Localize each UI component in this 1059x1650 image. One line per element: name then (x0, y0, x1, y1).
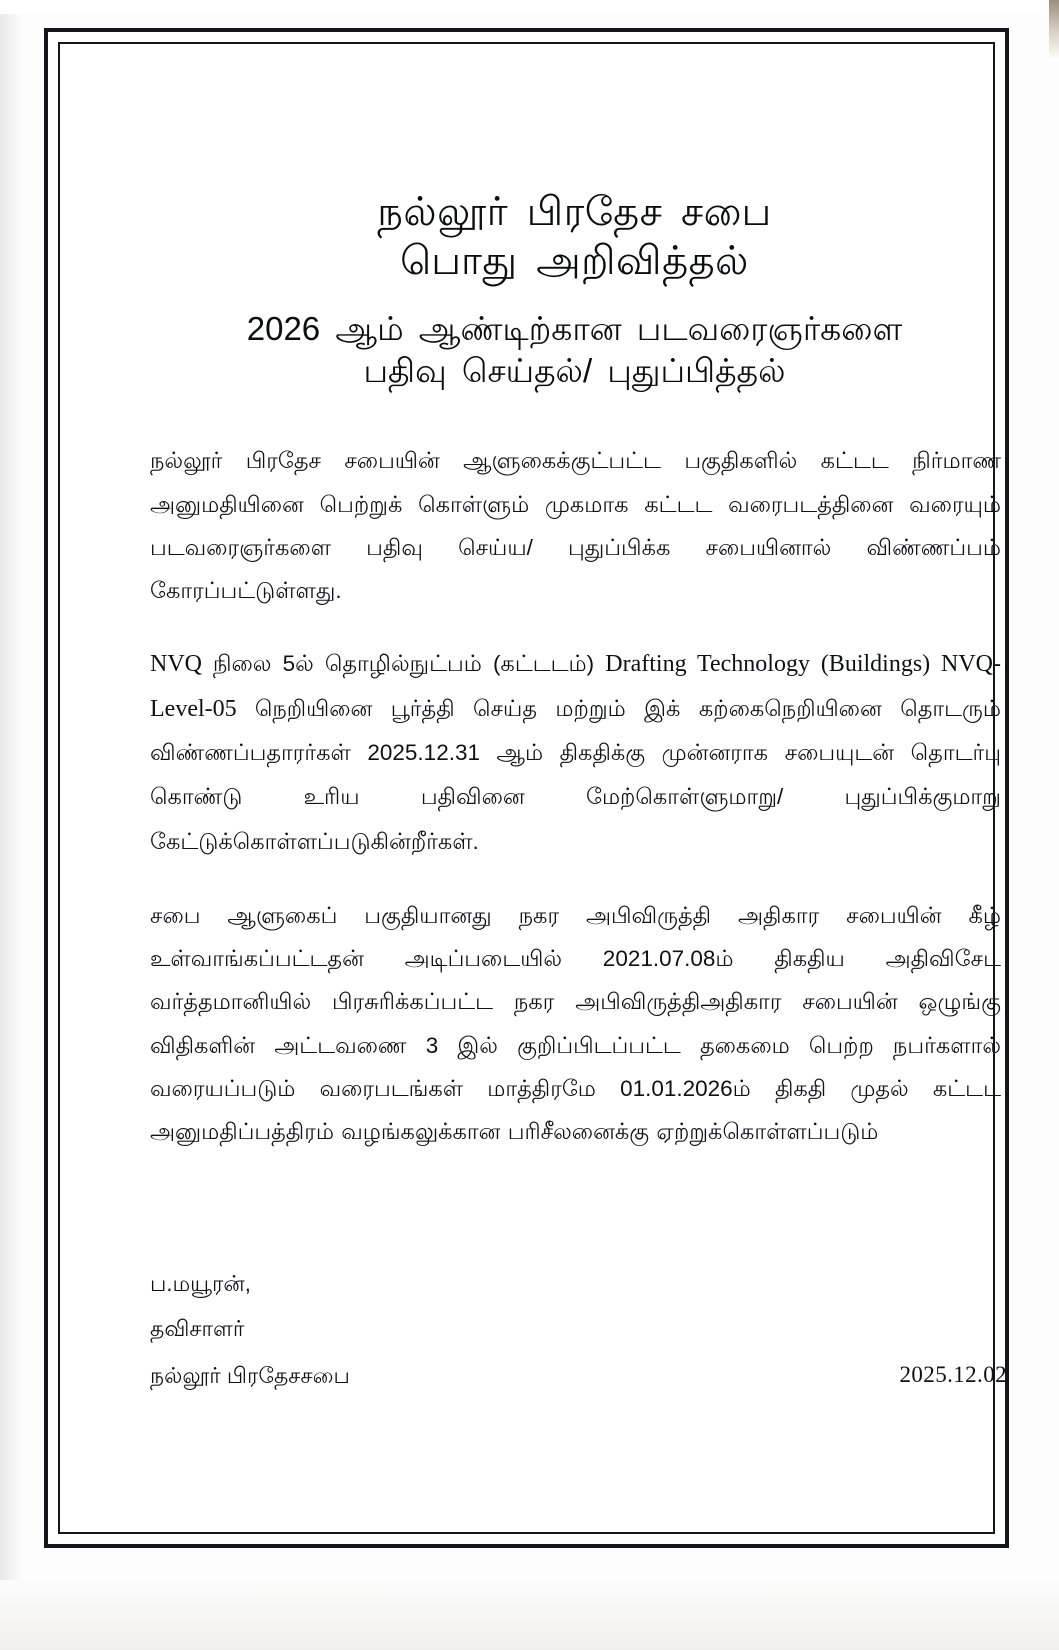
paragraph-2-tamil-2: நெறியினை பூர்த்தி செய்த மற்றும் இக் கற்கைநெறியினை தொடரும் விண்ணப்பதாரர்கள் 2025.12.31 ஆம் திகதிக்கு முன்னராக சபையுடன் தொடர்பு கொண்டு உரிய பதிவினை மேற்கொள்ளுமாறு/ புதுப்பிக்குமாறு கேட்டுக்கொள்ளப்படுகின்றீர்கள். (150, 695, 1001, 854)
notice-subject (142, 308, 1007, 394)
body-paragraph-2 (150, 642, 1001, 864)
subject-line-2: பதிவு செய்தல்/ புதுப்பித்தல் (363, 352, 786, 390)
notice-body (142, 439, 1007, 1153)
paragraph-2-tamil-1: நிலை 5ல் தொழில்நுட்பம் (கட்டடம்) (212, 651, 606, 677)
signatory-name: ப.மயூரன், (150, 1271, 251, 1297)
signature-block (142, 1261, 1007, 1398)
page-corner-artifact (1049, 0, 1059, 60)
notice-header (142, 188, 1007, 286)
paragraph-2-latin-1: NVQ (150, 651, 213, 678)
subject-line-1: 2026 ஆம் ஆண்டிற்கான படவரைஞர்களை (246, 309, 903, 347)
notice-date: 2025.12.02 (899, 1362, 1007, 1388)
page-left-shadow (0, 0, 22, 1650)
notice-border-outer (44, 28, 1009, 1548)
organisation-title-line-1: நல்லூர் பிரதேச சபை (377, 190, 772, 234)
body-paragraph-3: சபை ஆளுகைப் பகுதியானது நகர அபிவிருத்தி அதிகார சபையின் கீழ் உள்வாங்கப்பட்டதன் அடிப்படையில் 2021.07.08ம் திகதிய அதிவிசேட வர்த்தமானியில் பிரசுரிக்கப்பட்ட நகர அபிவிருத்திஅதிகார சபையின் ஒழுங்கு விதிகளின் அட்டவணை 3 இல் குறிப்பிடப்பட்ட தகைமை பெற்ற நபர்களால் வரையப்படும் வரைபடங்கள் மாத்திரமே 01.01.2026ம் திகதி முதல் கட்டட அனுமதிப்பத்திரம் வழங்கலுக்கான பரிசீலனைக்கு ஏற்றுக்கொள்ளப்படும் (150, 903, 1001, 1145)
signatory-organisation: நல்லூர் பிரதேசசபை (150, 1363, 350, 1389)
body-paragraph-1: நல்லூர் பிரதேச சபையின் ஆளுகைக்குட்பட்ட பகுதிகளில் கட்டட நிர்மாண அனுமதியினை பெற்றுக் கொள்ளும் முகமாக கட்டட வரைபடத்தினை வரையும் படவரைஞர்களை பதிவு செய்ய/ புதுப்பிக்க சபையினால் விண்ணப்பம் கோரப்பட்டுள்ளது. (150, 448, 1001, 603)
paragraph-2-latin-2: Drafting Technology (Buildings) NVQ-Level-05 (150, 651, 1002, 722)
organisation-title-line-2: பொது அறிவித்தல் (400, 238, 749, 283)
notice-content (142, 92, 1007, 1552)
page-bottom-shadow (0, 1580, 1059, 1650)
page-top-margin (0, 0, 1059, 14)
signatory-designation: தவிசாளர் (150, 1316, 245, 1342)
signature-footer-row (150, 1351, 1007, 1398)
